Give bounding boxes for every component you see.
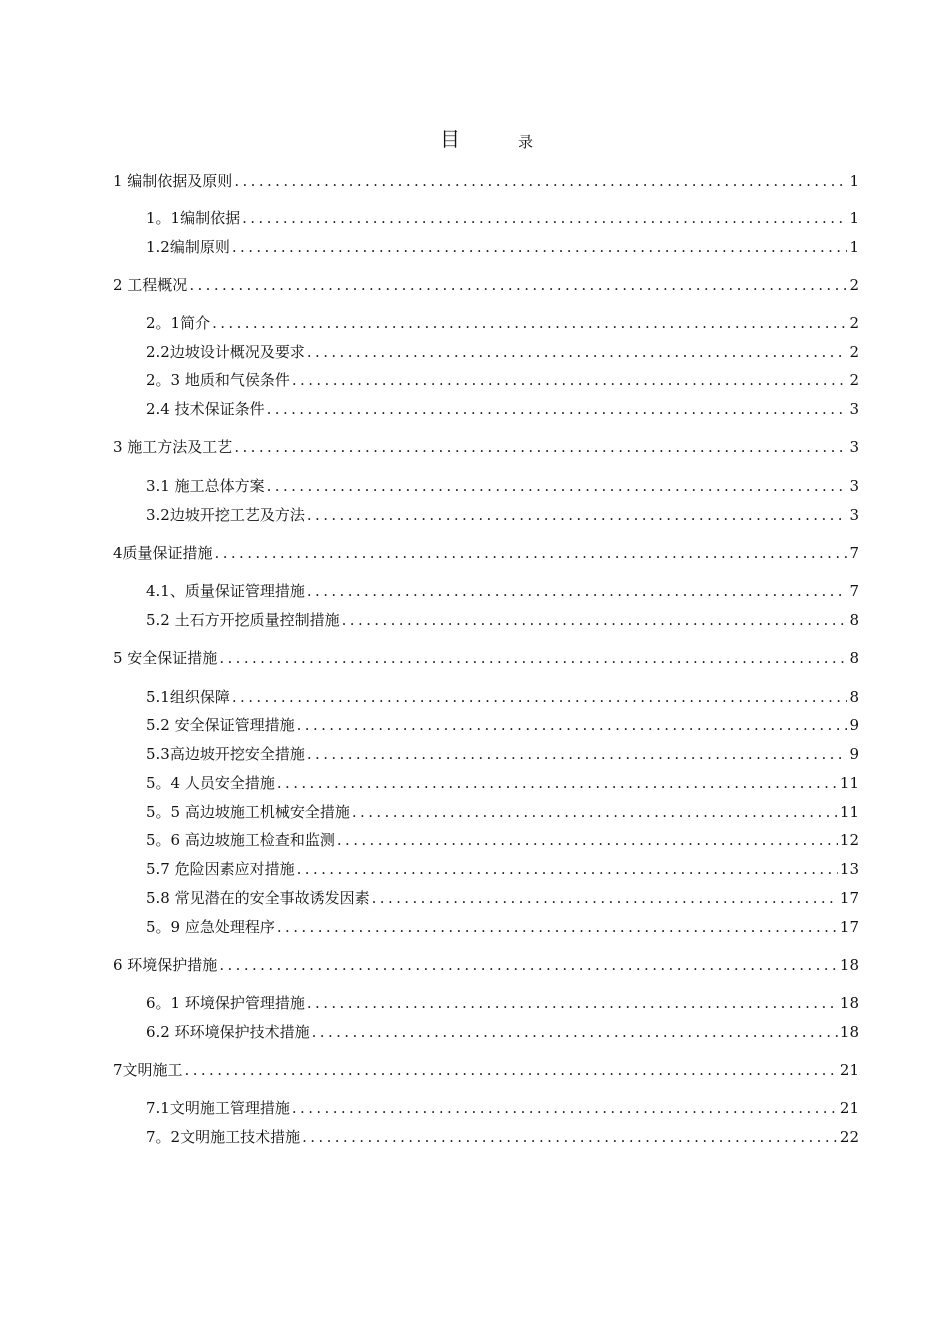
toc-entry-page: 18 [839,994,859,1012]
toc-entry[interactable] [146,1021,859,1043]
toc-entry[interactable] [146,341,859,363]
toc-dot-leader [213,542,848,564]
toc-entry[interactable] [113,274,859,296]
toc-entry-page: 3 [849,477,859,495]
toc-dot-leader [340,609,848,631]
toc-dot-leader [210,312,847,334]
toc-entry[interactable] [113,170,859,192]
toc-dot-leader [290,369,848,391]
toc-entry-label: 5。9 应急处理程序 [146,918,275,936]
toc-dot-leader [305,743,848,765]
toc-entry-label: 5。4 人员安全措施 [146,774,275,792]
toc-entry-label: 5.1组织保障 [146,688,230,706]
toc-entry-label: 1.2编制原则 [146,238,230,256]
toc-entry[interactable] [146,609,859,631]
toc-dot-leader [290,1097,838,1119]
toc-entry-page: 12 [839,831,859,849]
toc-entry-page: 3 [849,506,859,524]
toc-dot-leader [305,504,848,526]
toc-dot-leader [275,916,838,938]
toc-dot-leader [310,1021,838,1043]
title-char-lu: 录 [518,133,534,151]
toc-entry-label: 3.2边坡开挖工艺及方法 [146,506,305,524]
toc-entry-label: 1。1编制依据 [146,209,241,227]
toc-dot-leader [230,236,848,258]
toc-entry[interactable] [113,542,859,564]
toc-entry[interactable] [113,647,859,669]
toc-dot-leader [350,801,838,823]
toc-entry-page: 11 [839,774,859,792]
toc-entry-page: 3 [849,438,859,456]
toc-entry-page: 21 [839,1099,859,1117]
toc-entry-label: 1 编制依据及原则 [113,172,233,190]
toc-entry-page: 13 [839,860,859,878]
toc-entry[interactable] [146,887,859,909]
toc-entry-label: 5。6 高边坡施工检查和监测 [146,831,335,849]
toc-entry-label: 5.8 常见潜在的安全事故诱发因素 [146,889,370,907]
toc-dot-leader [217,954,838,976]
title-char-mu: 目 [440,127,460,151]
toc-entry[interactable] [146,858,859,880]
toc-entry-label: 7。2文明施工技术措施 [146,1128,301,1146]
toc-entry[interactable] [146,743,859,765]
toc-dot-leader [187,274,847,296]
toc-entry-label: 6.2 环环境保护技术措施 [146,1023,310,1041]
toc-entry[interactable] [146,801,859,823]
toc-entry-page: 9 [849,716,859,734]
toc-entry[interactable] [146,369,859,391]
toc-dot-leader [300,1126,838,1148]
toc-entry-label: 4质量保证措施 [113,544,213,562]
toc-entry[interactable] [146,207,859,229]
toc-entry-label: 5.7 危险因素应对措施 [146,860,295,878]
toc-dot-leader [265,398,848,420]
toc-dot-leader [217,647,847,669]
toc-dot-leader [370,887,838,909]
toc-entry[interactable] [146,1126,859,1148]
toc-entry-page: 22 [839,1128,859,1146]
toc-entry-label: 5。5 高边坡施工机械安全措施 [146,803,350,821]
toc-entry-label: 5.2 土石方开挖质量控制措施 [146,611,340,629]
toc-dot-leader [305,341,848,363]
toc-entry-label: 5.2 安全保证管理措施 [146,716,295,734]
toc-entry-label: 6 环境保护措施 [113,956,218,974]
toc-entry[interactable] [146,312,859,334]
toc-entry-label: 2。3 地质和气侯条件 [146,371,290,389]
toc-entry[interactable] [113,1059,859,1081]
toc-entry-page: 2 [849,371,859,389]
toc-entry-page: 2 [849,276,859,294]
toc-dot-leader [183,1059,838,1081]
toc-entry-page: 8 [849,611,859,629]
toc-entry-page: 9 [849,745,859,763]
toc-dot-leader [275,772,838,794]
toc-entry-page: 8 [849,688,859,706]
toc-entry[interactable] [146,714,859,736]
toc-dot-leader [295,858,838,880]
toc-entry-label: 2 工程概况 [113,276,188,294]
toc-entry-label: 6。1 环境保护管理措施 [146,994,305,1012]
toc-dot-leader [240,207,847,229]
toc-entry-page: 1 [849,209,859,227]
toc-entry-page: 2 [849,314,859,332]
toc-entry-label: 3 施工方法及工艺 [113,438,233,456]
toc-entry-label: 2.4 技术保证条件 [146,400,265,418]
toc-entry[interactable] [146,829,859,851]
toc-entry-page: 17 [839,889,859,907]
toc-entry-label: 4.1、质量保证管理措施 [146,582,305,600]
toc-entry-label: 7.1文明施工管理措施 [146,1099,290,1117]
toc-dot-leader [305,580,848,602]
toc-entry[interactable] [146,916,859,938]
toc-entry[interactable] [146,398,859,420]
toc-entry[interactable] [146,772,859,794]
toc-entry[interactable] [146,1097,859,1119]
toc-entry-page: 21 [839,1061,859,1079]
toc-entry-page: 2 [849,343,859,361]
toc-entry-page: 17 [839,918,859,936]
toc-entry[interactable] [146,504,859,526]
toc-dot-leader [295,714,848,736]
toc-entry[interactable] [146,992,859,1014]
toc-entry[interactable] [146,686,859,708]
toc-entry-label: 3.1 施工总体方案 [146,477,265,495]
toc-entry[interactable] [113,436,859,458]
toc-entry-page: 7 [849,582,859,600]
toc-entry-page: 1 [849,238,859,256]
toc-entry[interactable] [146,580,859,602]
toc-dot-leader [230,686,848,708]
toc-dot-leader [265,475,848,497]
toc-entry-page: 7 [849,544,859,562]
toc-entry-page: 3 [849,400,859,418]
toc-dot-leader [305,992,838,1014]
toc-entry-page: 11 [839,803,859,821]
toc-entry-page: 18 [839,956,859,974]
toc-entry-page: 18 [839,1023,859,1041]
toc-entry-label: 7文明施工 [113,1061,183,1079]
toc-entry-label: 5 安全保证措施 [113,649,218,667]
toc-entry[interactable] [113,954,859,976]
toc-entry-label: 2.2边坡设计概况及要求 [146,343,305,361]
toc-entry-page: 8 [849,649,859,667]
toc-entry-label: 5.3高边坡开挖安全措施 [146,745,305,763]
toc-entry[interactable] [146,475,859,497]
toc-entry[interactable] [146,236,859,258]
toc-dot-leader [232,436,847,458]
toc-dot-leader [232,170,847,192]
toc-entry-page: 1 [849,172,859,190]
toc-entry-label: 2。1简介 [146,314,211,332]
toc-dot-leader [335,829,838,851]
